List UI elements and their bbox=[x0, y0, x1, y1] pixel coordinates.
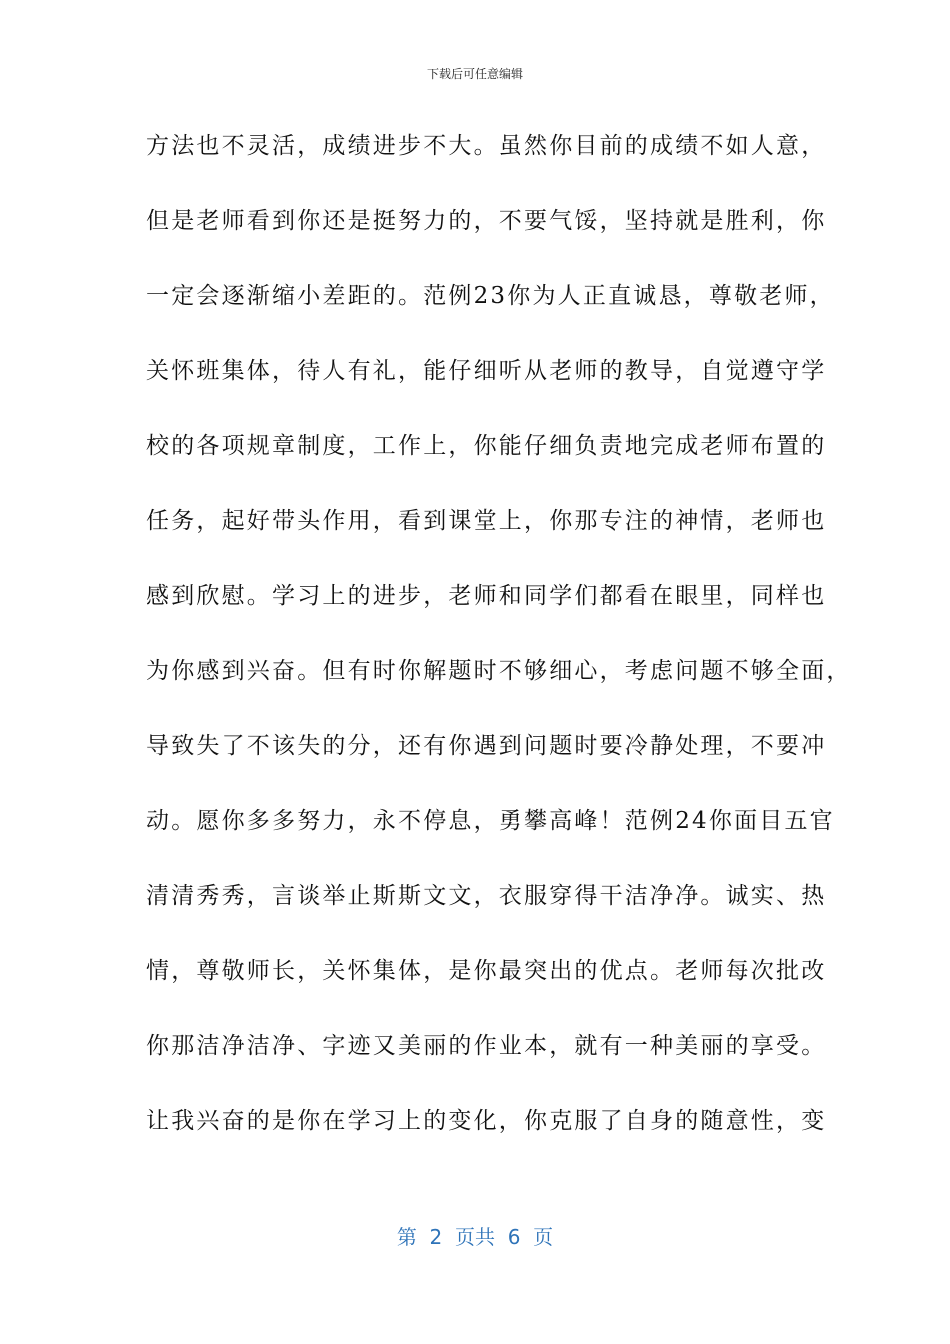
body-line: 任务，起好带头作用，看到课堂上，你那专注的神情，老师也 bbox=[146, 508, 827, 534]
body-line: 方法也不灵活，成绩进步不大。虽然你目前的成绩不如人意， bbox=[146, 133, 827, 159]
body-line: 感到欣慰。学习上的进步，老师和同学们都看在眼里，同样也 bbox=[146, 583, 827, 609]
body-line: 关怀班集体，待人有礼，能仔细听从老师的教导，自觉遵守学 bbox=[146, 358, 827, 384]
body-line: 为你感到兴奋。但有时你解题时不够细心，考虑问题不够全面， bbox=[146, 658, 852, 684]
body-line: 你那洁净洁净、字迹又美丽的作业本，就有一种美丽的享受。 bbox=[146, 1033, 827, 1059]
body-line: 清清秀秀，言谈举止斯斯文文，衣服穿得干洁净净。诚实、热 bbox=[146, 883, 827, 909]
document-body bbox=[146, 123, 852, 1173]
page-number-footer: 第 2 页共 6 页 bbox=[396, 1225, 554, 1249]
body-line: 但是老师看到你还是挺努力的，不要气馁，坚持就是胜利，你 bbox=[146, 208, 827, 234]
body-line: 动。愿你多多努力，永不停息，勇攀高峰！范例24你面目五官 bbox=[146, 808, 835, 834]
body-line: 情，尊敬师长，关怀集体，是你最突出的优点。老师每次批改 bbox=[146, 958, 827, 984]
body-line: 一定会逐渐缩小差距的。范例23你为人正直诚恳，尊敬老师， bbox=[146, 283, 835, 309]
body-line: 导致失了不该失的分，还有你遇到问题时要冷静处理，不要冲 bbox=[146, 733, 827, 759]
page-header: 下载后可任意编辑 bbox=[426, 67, 523, 81]
body-line: 让我兴奋的是你在学习上的变化，你克服了自身的随意性，变 bbox=[146, 1108, 827, 1134]
body-line: 校的各项规章制度，工作上，你能仔细负责地完成老师布置的 bbox=[146, 433, 827, 459]
